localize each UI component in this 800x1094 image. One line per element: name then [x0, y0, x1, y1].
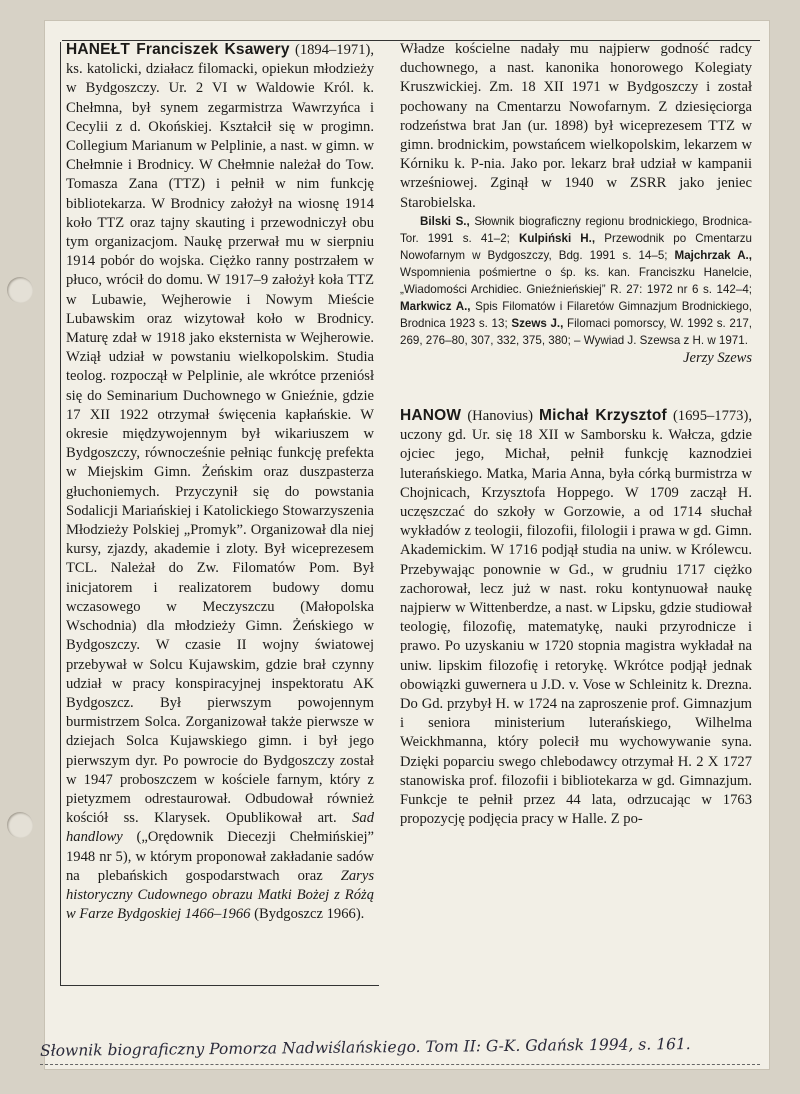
entry-text: (1695–1773), uczony gd. Ur. się 18 XII w Samborsku k. Wałcza, gdzie ojciec jego, Michał, pełnił funkcję kaznodziei luterańskiego. Matka, Maria Anna, była córką burmistrza w Chojnicach, Krzysztofa Hoppego. W 1709 zaczął H. uczęszczać do szkoły w Gorzowie, a od 1714 słuchał wykładów z teologii, filozofii, filologii i prawa w gd. Gimn. Akademickim. W 1716 podjął studia na uniw. w Królewcu. Przebywając ponownie w Gd., w grudniu 1717 ciężko zachorował, lecz już w nast. roku kontynuował naukę najpierw w Wittenberdze, a nast. w Lipsku, gdzie studiował teologię, filozofię, matematykę, nauki przyrodnicze i prawo. Po uzyskaniu w 1720 stopnia magistra wykładał na uniw. lipskim filozofię i retorykę. Wkrótce podjął jednak obowiązki guwernera u J.D. v. Vose w Schleinitz k. Drezna. Do Gd. przybył H. w 1724 na zaproszenie prof. Gimnazjum i seniora ministerium luterańskiego, Wilhelma Weickhmanna, który polecił mu wychowywanie syna. Dzięki poparciu swego chlebodawcy otrzymał H. 2 X 1727 stanowiska prof. filozofii i bibliotekarza w gd. Gimnazjum. Funkcje te pełnił przez 44 lata, odrzucając w 1763 propozycję podjęcia pracy w Halle. Z po-	[400, 408, 752, 828]
bib-text: Wspomnienia pośmiertne o śp. ks. kan. Franciszku Hanelcie, „Wiadomości Archidiec. Gnieźnieńskiej” R. 27: 1972 nr 6 s. 142–4;	[400, 265, 752, 296]
entry-heading-alt: (Hanovius)	[467, 408, 533, 425]
bib-text: Przewodnik po Cmentarzu Nowofarnym w Bydgoszczy, Bdg. 1991 s. 14–5;	[400, 231, 753, 262]
bib-author: Bilski S.,	[420, 214, 470, 228]
bib-author: Szews J.,	[511, 316, 564, 330]
entry-continuation: Władze kościelne nadały mu najpierw godność radcy duchownego, a nast. kanonika honorowego Kolegiaty Kruszwickiej. Zm. 18 XII 1971 w Bydgoszczy i został pochowany na Cmentarzu Nowofarnym. Z dziesięciorga rodzeństwa brat Jan (ur. 1898) był wiceprezesem TTZ w gimn. brodnickim, powstańcem wielkopolskim, lekarzem w Kórniku k. P-nia. Jako por. lekarz brał udział w kampanii wrześniowej. Zginął w 1940 w ZSRR jako jeniec Starobielska.	[400, 41, 752, 211]
handwritten-source-note: Słownik biograficzny Pomorza Nadwiślańskiego. Tom II: G-K. Gdańsk 1994, s. 161.	[39, 1035, 691, 1060]
entry-heading: HANEŁT Franciszek Ksawery	[66, 41, 290, 58]
punch-hole	[7, 277, 33, 303]
entry-title-italic: Sad handlowy	[66, 810, 374, 846]
entry-title-italic: Zarys historyczny Cudownego obrazu Matki Bożej z Różą w Farze Bydgoskiej 1466–1966	[66, 867, 374, 923]
bib-author: Markwicz A.,	[400, 299, 471, 313]
bibliography	[400, 213, 752, 349]
entry-hanelt	[66, 40, 374, 924]
entry-text: („Orędownik Diecezji Chełmińskiej” 1948 nr 5), w którym proponował zakładanie sadów na plebańskich gospodarstwach oraz	[66, 829, 374, 884]
bib-text: Filomaci pomorscy, W. 1992 s. 217, 269, 276–80, 307, 332, 375, 380; – Wywiad J. Szewsa z H. w 1971.	[400, 316, 752, 347]
right-column	[400, 40, 752, 830]
left-column	[66, 40, 374, 924]
bib-text: Słownik biograficzny regionu brodnickiego, Brodnica-Tor. 1991 s. 41–2;	[400, 214, 752, 245]
bib-author: Majchrzak A.,	[674, 248, 753, 262]
entry-separator	[400, 368, 752, 406]
entry-heading: HANOW	[400, 407, 462, 425]
handwritten-underline	[40, 1064, 760, 1066]
entry-hanow	[400, 406, 752, 829]
author-signature: Jerzy Szews	[683, 349, 752, 366]
bib-author: Kulpiński H.,	[519, 231, 596, 245]
entry-text: (1894–1971), ks. katolicki, działacz filomacki, opiekun młodzieży w Bydgoszczy. Ur. 2 VI w Waldowie Król. k. Chełmna, był synem zegarmistrza Wawrzyńca i Cecylii z d. Okońskiej. Kształcił się w progimn. Collegium Marianum w Pelplinie, a nast. w gimn. w Chełmnie i Brodnicy. W Chełmnie należał do Tow. Tomasza Zana (TTZ) i pełnił w nim funkcję bibliotekarza. W Brodnicy założył na wiosnę 1914 koło TTZ oraz tajny skauting i przewodniczył obu tym organizacjom. Naukę przerwał mu w sierpniu 1914 pobór do wojska. Ciężko ranny postrzałem w płuco, wrócił do domu. W 1917–9 założył koła TTZ w Lubawie, Wejherowie i Nowym Mieście Lubawskim oraz wizytował koło w Brodnicy. Maturę zdał w 1918 jako eksternista w Wejherowie. Wziął udział w powstaniu wielkopolskim. Studia teolog. rozpoczął w Pelplinie, ale wkrótce przeniósł się do Seminarium Duchownego w Gnieźnie, gdzie 17 XII 1922 otrzymał święcenia kapłańskie. W okresie międzywojennym był wikariuszem w Bydgoszczy, równocześnie pełniąc funkcję prefekta w Miejskim Gimn. Żeńskim oraz duszpasterza głuchoniemych. Przyczynił się do powstania Sodalicji Mariańskiej i Katolickiego Stowarzyszenia Młodzieży Polskiej „Promyk”. Organizował dla niej kursy, zjazdy, akademie i zloty. Był wiceprezesem TCL. Należał do Zw. Filomatów Pom. Był inicjatorem i realizatorem budowy domu wczasowego w Meczyszczu (Małopolska Wschodnia) dla młodzieży Gimn. Żeńskiego w Bydgoszczy. W czasie II wojny światowej przebywał w Solcu Kujawskim, gdzie brał czynny udział w pracy konspiracyjnej inspektoratu AK Bydgoszcz. Był pierwszym powojennym burmistrzem Solca. Zorganizował także pierwsze w dziejach Solca Kujawskiego gimn. i był jego pierwszym dyr. Po powrocie do Bydgoszczy został w 1947 proboszczem w kościele farnym, który z pietyzmem odrestaurował. Odbudował również kościół ss. Klarysek. Opublikował art.	[66, 42, 374, 827]
entry-text: (Bydgoszcz 1966).	[254, 906, 365, 923]
bib-text: Spis Filomatów i Filaretów Gimnazjum Brodnickiego, Brodnica 1923 s. 13;	[400, 299, 752, 330]
punch-hole	[7, 812, 33, 838]
entry-heading: Michał Krzysztof	[539, 407, 667, 425]
